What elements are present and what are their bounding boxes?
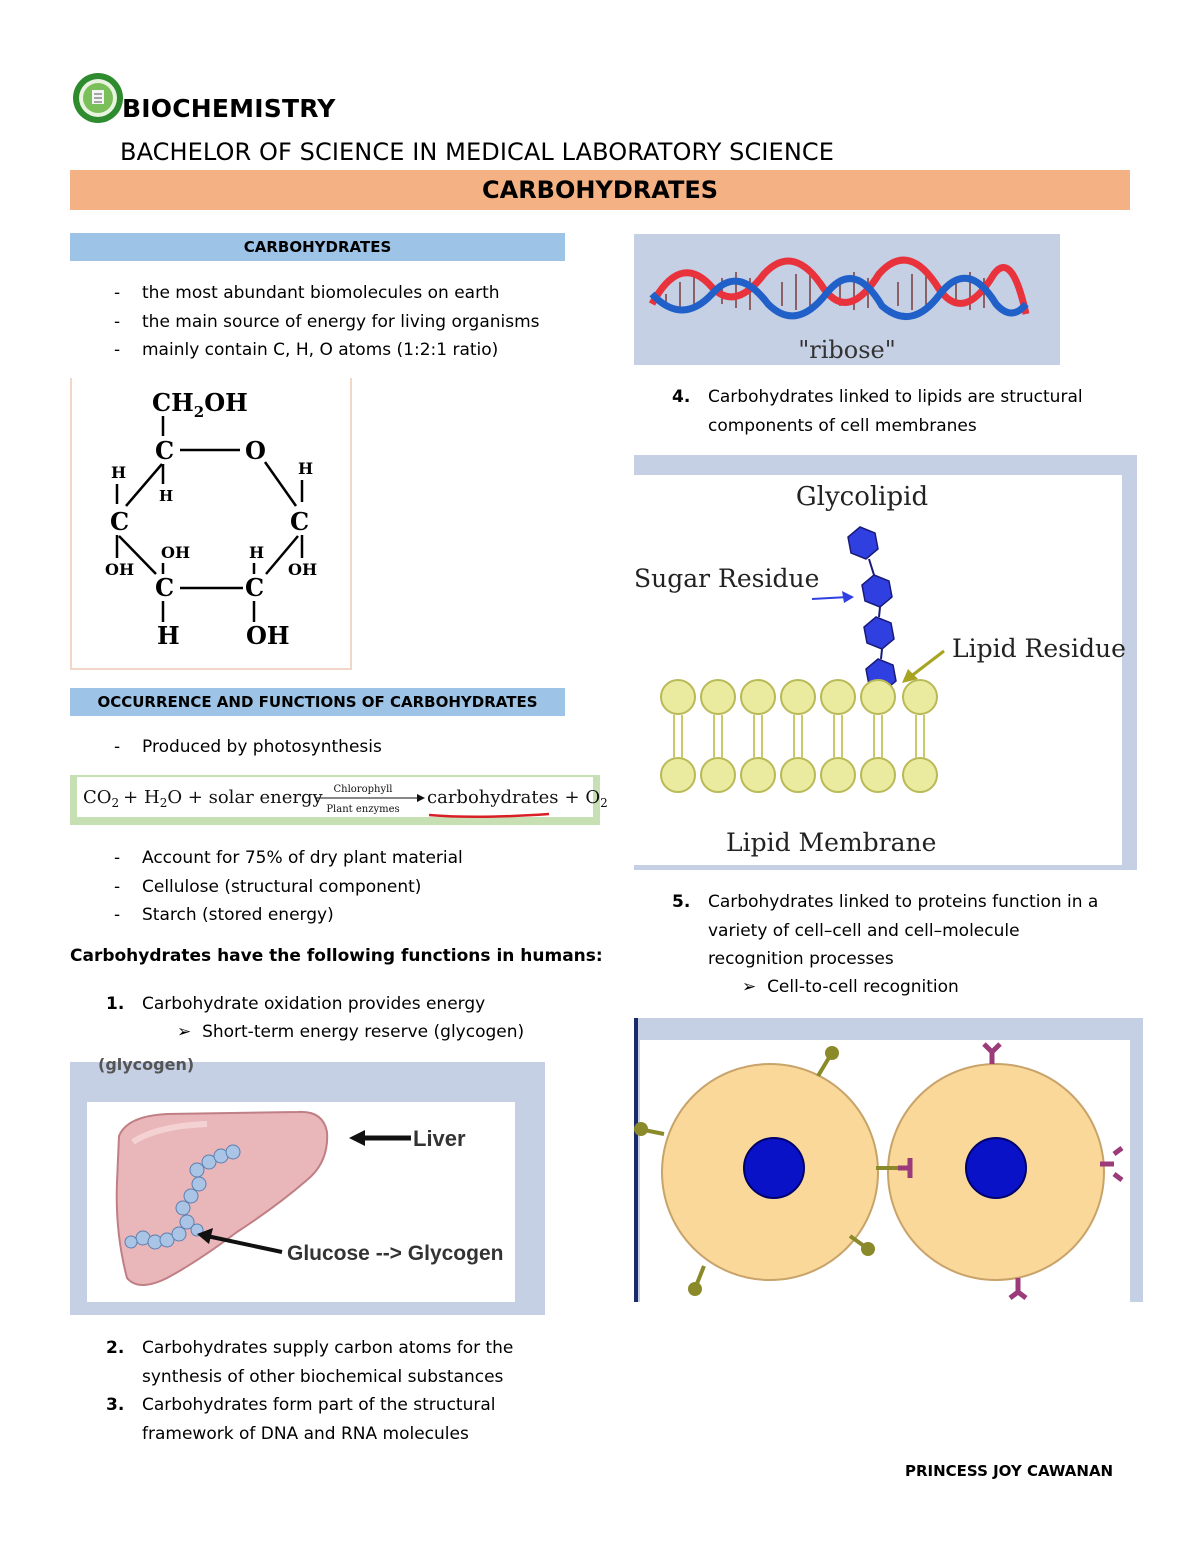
svg-text:Chlorophyll: Chlorophyll [333,784,393,795]
author-footer: PRINCESS JOY CAWANAN [905,1462,1114,1480]
svg-text:OH: OH [161,543,191,562]
list-item: - the main source of energy for living organisms [72,308,592,337]
function-subitem-cell-recognition: ➢ Cell-to-cell recognition [742,977,959,997]
photosynthesis-equation [70,775,608,825]
page-subtitle: BACHELOR OF SCIENCE IN MEDICAL LABORATORY SCIENCE [120,138,834,166]
list-item: - Produced by photosynthesis [72,733,592,762]
list-item: - mainly contain C, H, O atoms (1:2:1 ratio) [72,336,592,365]
svg-text:H: H [298,459,314,478]
list-item: - Cellulose (structural component) [72,873,592,902]
svg-text:OH: OH [246,621,290,650]
list-item: - Starch (stored energy) [72,901,592,930]
sugar-residue-label: Sugar Residue [634,564,820,593]
photosynthesis-list [72,733,592,762]
functions-heading: Carbohydrates have the following functions in humans: [70,946,603,966]
equation-product: carbohydrates + $O_2$ [427,787,608,810]
school-seal-logo [72,72,124,124]
svg-text:H: H [111,463,127,482]
glycolipid-figure-frame [634,455,1137,870]
svg-text:H: H [157,621,180,650]
carbohydrate-definition-list [72,279,592,365]
svg-text:C: C [245,573,265,602]
section-heading-occurrence-functions: OCCURRENCE AND FUNCTIONS OF CARBOHYDRATES [70,688,565,716]
section-heading-carbohydrates: CARBOHYDRATES [70,233,565,261]
svg-text:Plant enzymes: Plant enzymes [326,804,400,815]
glycogen-label: Glucose --> Glycogen [287,1242,504,1265]
svg-text:H: H [159,487,174,505]
list-item: - Account for 75% of dry plant material [72,844,592,873]
arrow-bullet-icon: ➢ [177,1022,192,1042]
lipid-membrane-label: Lipid Membrane [726,828,937,857]
plant-material-list [72,844,592,930]
cell-recognition-diagram [640,1040,1130,1302]
liver-diagram [87,1102,515,1302]
svg-text:C: C [155,436,175,465]
liver-figure-frame [70,1055,545,1315]
ribose-figure [634,234,1060,365]
list-item: - the most abundant biomolecules on earth [72,279,592,308]
cut-caption: (glycogen) [98,1055,195,1074]
svg-text:CO2+ H2O + solar energy: $CO_2 + H_2O$ + solar energy [83,787,323,810]
glycolipid-diagram [634,475,1126,865]
ribose-label: "ribose" [798,336,896,364]
page-title: BIOCHEMISTRY [122,94,336,123]
equation-graphic [77,777,608,817]
glucose-ring-diagram [70,378,352,670]
svg-text:C: C [155,573,175,602]
topic-banner: CARBOHYDRATES [70,170,1130,210]
lipid-residue-label: Lipid Residue [952,634,1126,663]
svg-text:H: H [249,543,265,562]
svg-text:OH: OH [288,560,318,579]
liver-label: Liver [413,1126,466,1151]
dna-helix-diagram [634,234,1060,365]
ch2oh-label: $CH_2OH$ [152,388,248,421]
arrow-bullet-icon: ➢ [742,977,757,997]
glycolipid-title: Glycolipid [795,482,929,512]
glucose-structure-figure [70,378,352,670]
svg-text:C: C [110,507,130,536]
svg-text:O: O [245,436,266,465]
svg-text:OH: OH [105,560,135,579]
cell-recognition-figure-frame [634,1018,1143,1302]
function-subitem-glycogen: ➢ Short-term energy reserve (glycogen) [177,1022,525,1042]
svg-text:C: C [290,507,310,536]
